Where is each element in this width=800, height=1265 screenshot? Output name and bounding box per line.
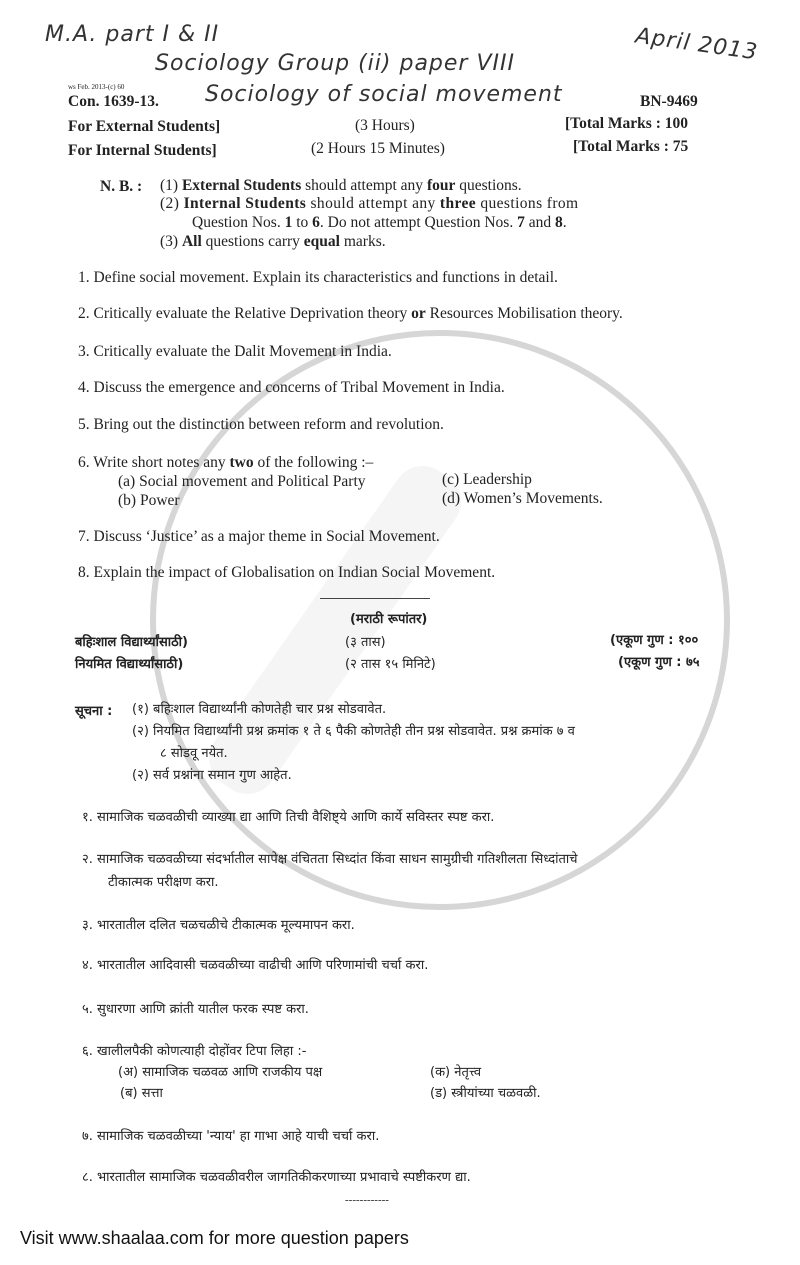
question-5: 5. Bring out the distinction between reform and revolution. <box>78 416 444 433</box>
marathi-title: (मराठी रूपांतर) <box>350 612 428 627</box>
marathi-internal-time: (२ तास १५ मिनिटे) <box>345 657 436 672</box>
nb-item-1: (1) External Students should attempt any four questions. <box>160 177 522 194</box>
nb-label: N. B. : <box>100 178 143 195</box>
marathi-q6-option-c: (क) नेतृत्त्व <box>430 1065 482 1080</box>
q6-option-c: (c) Leadership <box>442 471 532 488</box>
marathi-nb-1: (१) बहिःशाल विद्यार्थ्यांनी कोणतेही चार प्रश्न सोडवावेत. <box>132 702 387 717</box>
marathi-question-2: २. सामाजिक चळवळीच्या संदर्भातील सापेक्ष वंचितता सिध्दांत किंवा साधन सामुग्रीची गतिशीलता सिध्दांताचे <box>82 852 578 867</box>
marathi-external-time: (३ तास) <box>345 635 386 650</box>
marathi-question-4: ४. भारतातील आदिवासी चळवळीच्या वाढीची आणि परिणामांची चर्चा करा. <box>82 958 429 973</box>
question-6: 6. Write short notes any two of the following :– <box>78 454 374 471</box>
question-7: 7. Discuss ‘Justice’ as a major theme in Social Movement. <box>78 528 440 545</box>
footer-link[interactable]: Visit www.shaalaa.com for more question papers <box>20 1228 409 1248</box>
external-label: For External Students] <box>68 118 221 135</box>
handwritten-subject: Sociology Group (ii) paper VIII <box>155 51 515 76</box>
external-time: (3 Hours) <box>355 117 415 134</box>
marathi-internal-label: नियमित विद्यार्थ्यांसाठी) <box>75 657 184 672</box>
end-marker: ------------ <box>345 1194 389 1206</box>
marathi-question-8: ८. भारतातील सामाजिक चळवळीवरील जागतिकीकरणाच्या प्रभावाचे स्पष्टीकरण द्या. <box>82 1170 471 1185</box>
marathi-q6-option-d: (ड) स्त्रीयांच्या चळवळी. <box>430 1086 541 1101</box>
marathi-nb-3: (२) सर्व प्रश्नांना समान गुण आहेत. <box>132 768 292 783</box>
paper-code: BN-9469 <box>640 93 698 110</box>
marathi-nb-2-cont: ८ सोडवू नयेत. <box>160 746 228 761</box>
question-8: 8. Explain the impact of Globalisation on Indian Social Movement. <box>78 564 496 581</box>
marathi-question-1: १. सामाजिक चळवळीची व्याख्या द्या आणि तिची वैशिष्ट्ये आणि कार्ये सविस्तर स्पष्ट करा. <box>82 810 495 825</box>
marathi-internal-marks: (एकूण गुण : ७५ <box>618 655 700 670</box>
question-4: 4. Discuss the emergence and concerns of Tribal Movement in India. <box>78 379 505 396</box>
marathi-nb-2: (२) नियमित विद्यार्थ्यांनी प्रश्न क्रमांक १ ते ६ पैकी कोणतेही तीन प्रश्न सोडवावेत. प्रश्न क्रमांक ७ व <box>132 724 575 739</box>
marathi-question-2-cont: टीकात्मक परीक्षण करा. <box>108 875 219 890</box>
handwritten-title: Sociology of social movement <box>205 82 563 107</box>
nb-item-3: (3) All questions carry equal marks. <box>160 233 386 250</box>
question-2: 2. Critically evaluate the Relative Deprivation theory or Resources Mobilisation theory. <box>78 305 623 322</box>
marathi-nb-label: सूचना : <box>75 704 113 719</box>
handwritten-date: April 2013 <box>633 23 760 66</box>
internal-time: (2 Hours 15 Minutes) <box>311 140 445 157</box>
external-marks: [Total Marks : 100 <box>565 115 688 132</box>
nb-item-2-cont: Question Nos. 1 to 6. Do not attempt Question Nos. 7 and 8. <box>192 214 567 231</box>
internal-label: For Internal Students] <box>68 142 217 159</box>
marathi-question-6: ६. खालीलपैकी कोणत्याही दोहोंवर टिपा लिहा :- <box>82 1044 307 1059</box>
marathi-q6-option-a: (अ) सामाजिक चळवळ आणि राजकीय पक्ष <box>118 1065 323 1080</box>
internal-marks: [Total Marks : 75 <box>573 138 689 155</box>
q6-option-d: (d) Women’s Movements. <box>442 490 603 507</box>
marathi-question-5: ५. सुधारणा आणि क्रांती यातील फरक स्पष्ट करा. <box>82 1002 309 1017</box>
marathi-q6-option-b: (ब) सत्ता <box>120 1086 163 1101</box>
nb-item-2: (2) Internal Students should attempt any three questions from <box>160 195 579 212</box>
handwritten-course: M.A. part I & II <box>45 22 220 47</box>
marathi-question-3: ३. भारतातील दलित चळचळीचे टीकात्मक मूल्यमापन करा. <box>82 918 355 933</box>
marathi-external-label: बहिःशाल विद्यार्थ्यांसाठी) <box>75 635 188 650</box>
q6-option-a: (a) Social movement and Political Party <box>118 473 366 490</box>
q6-option-b: (b) Power <box>118 492 180 509</box>
marathi-external-marks: (एकूण गुण : १०० <box>610 633 699 648</box>
con-number: Con. 1639-13. <box>68 93 159 110</box>
question-3: 3. Critically evaluate the Dalit Movement in India. <box>78 343 392 360</box>
section-divider <box>320 598 430 599</box>
print-code: ws Feb. 2013-(c) 60 <box>68 83 125 91</box>
question-1: 1. Define social movement. Explain its characteristics and functions in detail. <box>78 269 558 286</box>
marathi-question-7: ७. सामाजिक चळवळीच्या 'न्याय' हा गाभा आहे याची चर्चा करा. <box>82 1129 380 1144</box>
